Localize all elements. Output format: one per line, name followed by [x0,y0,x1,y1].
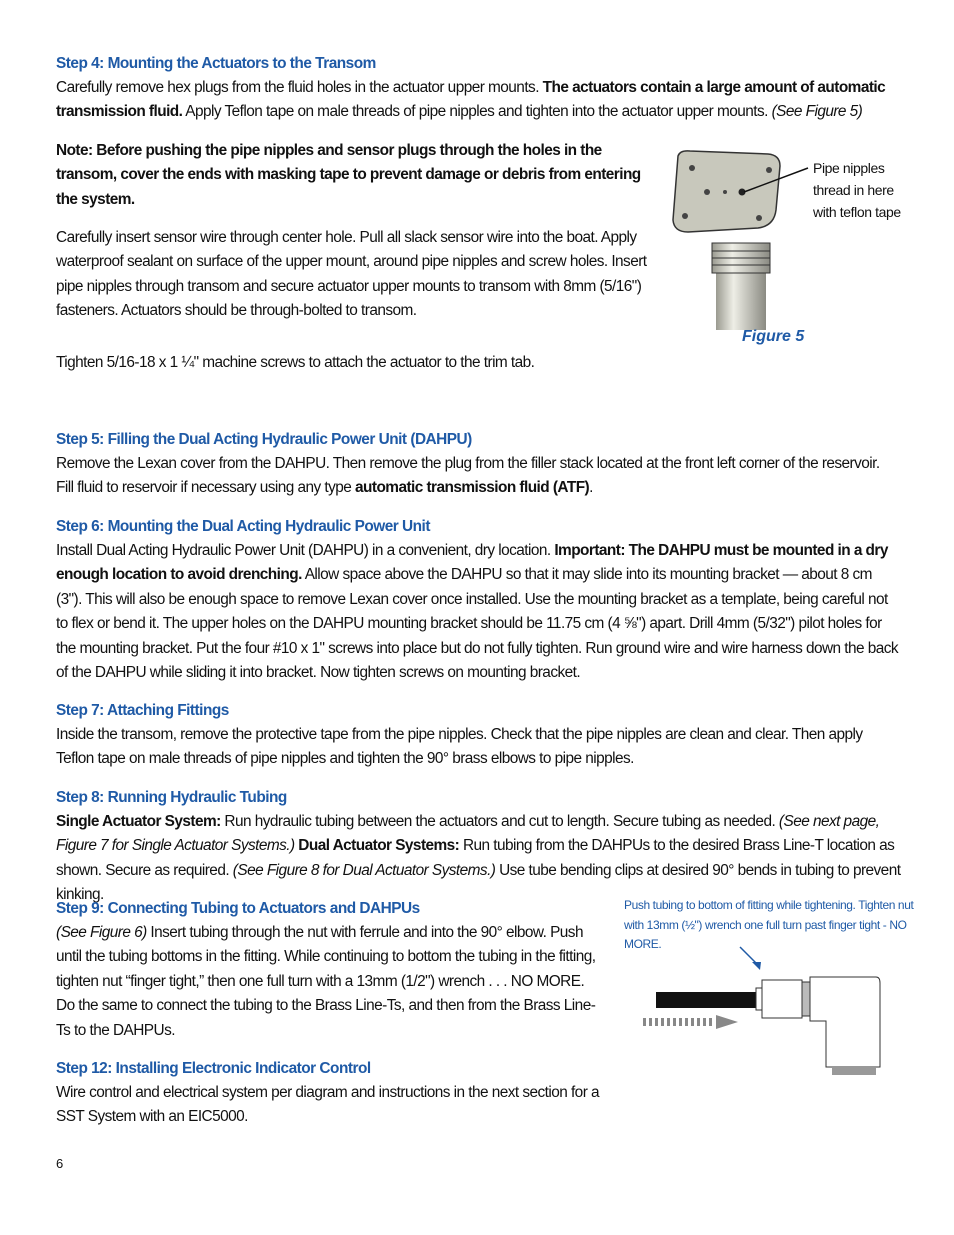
fitting-note: Push tubing to bottom of fitting while tightening. Tighten nut with 13mm (½") wrench one full turn past finger tight - NO MORE. [624,898,914,951]
italic-text: (See Figure 6) [56,924,147,941]
italic-text: (See next page, Figure 7 for Single Actuator Systems.) [56,813,880,855]
step4-section [56,52,906,125]
actuator-figure-illustration [668,148,813,330]
step9-section [56,897,601,1043]
paragraph [56,76,906,125]
section-heading: Step 7: Attaching Fittings [56,702,229,719]
section-heading: Step 6: Mounting the Dual Acting Hydraulic Power Unit [56,518,430,535]
bold-text: Important: The DAHPU must be mounted in a dry enough location to avoid drenching. [56,542,888,584]
section-heading: Step 8: Running Hydraulic Tubing [56,789,287,806]
text-run: Run tubing from the DAHPUs to the desired Brass Line-T location as shown. Secure as required. [56,837,895,879]
text-run: Allow space above the DAHPU so that it may slide into its mounting bracket — about 8 cm (3"). This will also be enough space to remove Lexan cover once installed. Use the mounting bracket as a template, being careful not to flex or bend it. The upper holes on the DAHPU mounting bracket should be 11.75 cm (4 ⅝") apart. Drill 4mm (5/32") pilot holes for the mounting bracket. Put the four #10 x 1" screws into place but do not fully tighten. Run ground wire and wire harness down the back of the DAHPU while sliding it into bracket. Now tighten screws on mounting bracket. [56,566,899,682]
bold-text: Dual Actuator Systems: [298,837,460,855]
italic-text: (See Figure 8 for Dual Actuator Systems.) [232,861,496,879]
section-heading: Step 12: Installing Electronic Indicator Control [56,1060,371,1077]
paragraph [56,810,901,908]
text-run: Inside the transom, remove the protective tape from the pipe nipples. Check that the pipe nipples are clean and clear. Then apply Teflon tape on male threads of pipe nipples and tighten the 90° brass elbows to pipe nipples. [56,726,863,768]
paragraph [56,351,656,375]
step8-section [56,786,901,908]
figure5-caption: Figure 5 [742,328,805,345]
step4-instructions [56,226,651,324]
text-run: Tighten 5/16-18 x 1 ¼" machine screws to attach the actuator to the trim tab. [56,354,535,371]
section-heading: Step 9: Connecting Tubing to Actuators and DAHPUs [56,900,420,917]
paragraph [56,723,901,772]
paragraph [56,539,901,685]
text-run: . [589,479,593,497]
figure5-callout: Pipe nipples thread in here with teflon tape [813,160,901,220]
step4-tighten [56,351,656,375]
text-run: Use tube bending clips at desired 90° bends in tubing to prevent kinking. [56,861,901,904]
text-run: Run hydraulic tubing between the actuators and cut to length. Secure tubing as needed. [220,813,779,830]
paragraph [56,139,641,212]
paragraph [56,921,601,1043]
bold-text: Single Actuator System: [56,813,221,830]
text-run: Carefully remove hex plugs from the fluid holes in the actuator upper mounts. [56,79,543,96]
text-run: Install Dual Acting Hydraulic Power Unit (DAHPU) in a convenient, dry location. [56,542,555,559]
section-heading: Step 4: Mounting the Actuators to the Transom [56,55,376,72]
bold-text: The actuators contain a large amount of automatic transmission fluid. [56,79,886,121]
step4-note [56,139,641,212]
text-run: Wire control and electrical system per diagram and instructions in the next section for a SST System with an EIC5000. [56,1084,600,1126]
step12-section [56,1057,606,1130]
bold-text: automatic transmission fluid (ATF) [355,479,590,497]
paragraph [56,452,896,501]
step5-section [56,428,896,501]
tubing-fitting-illustration [640,935,890,1080]
section-heading: Step 5: Filling the Dual Acting Hydraulic Power Unit (DAHPU) [56,431,472,448]
text-run: Carefully insert sensor wire through center hole. Pull all slack sensor wire into the boat. Apply waterproof sealant on surface of the upper mount, around pipe nipples and screw holes. Insert pipe nipples through transom and secure actuator upper mounts to transom with 8mm (5/16") fasteners. Actuators should be through-bolted to transom. [56,229,647,320]
text-run: Remove the Lexan cover from the DAHPU. Then remove the plug from the filler stack located at the front left corner of the reservoir. Fill fluid to reservoir if necessary using any type [56,455,880,497]
paragraph [56,226,651,324]
step6-section [56,515,901,685]
bold-text: Note: Before pushing the pipe nipples and sensor plugs through the holes in the transom, cover the ends with masking tape to prevent damage or debris from entering the system. [56,142,641,208]
text-run: Insert tubing through the nut with ferrule and into the 90° elbow. Push until the tubing bottoms in the fitting. While continuing to bottom the tubing in the fitting, tighten nut “finger tight,” then one full turn with a 13mm (1/2") wrench . . . NO MORE. Do the same to connect the tubing to the Brass Line-Ts, and then from the Brass Line-Ts to the DAHPUs. [56,924,596,1039]
text-run: Apply Teflon tape on male threads of pipe nipples and tighten into the actuator upper mounts. [182,103,772,121]
paragraph [56,1081,606,1130]
italic-text: (See Figure 5) [771,103,863,121]
step7-section [56,699,901,772]
page-number: 6 [56,1156,64,1171]
